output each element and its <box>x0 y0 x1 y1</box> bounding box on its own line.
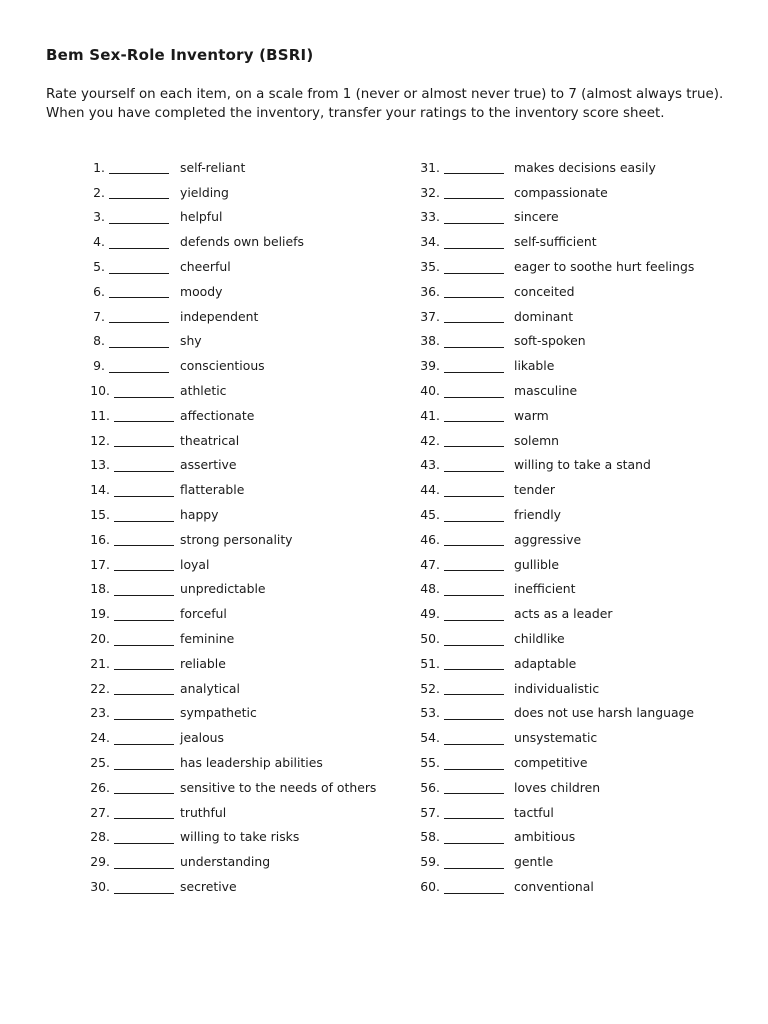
inventory-item <box>418 279 575 304</box>
item-label: reliable <box>180 655 226 671</box>
item-label: shy <box>180 333 202 349</box>
item-number: 31. <box>420 159 440 175</box>
inventory-item <box>418 378 578 403</box>
rating-blank[interactable] <box>444 781 504 794</box>
item-label: independent <box>180 308 259 324</box>
inventory-item <box>86 453 237 478</box>
rating-blank[interactable] <box>109 236 169 249</box>
rating-blank[interactable] <box>114 856 174 869</box>
item-label: tactful <box>514 804 554 820</box>
item-number: 36. <box>420 283 440 299</box>
rating-blank[interactable] <box>114 434 174 447</box>
item-label: conscientious <box>180 358 265 374</box>
rating-blank[interactable] <box>114 409 174 422</box>
item-number: 19. <box>90 606 110 622</box>
item-number: 55. <box>420 755 440 771</box>
inventory-item <box>418 229 597 254</box>
item-label: self-reliant <box>180 159 246 175</box>
rating-blank[interactable] <box>109 211 169 224</box>
inventory-item <box>86 527 293 552</box>
rating-blank[interactable] <box>114 831 174 844</box>
item-number: 32. <box>420 184 440 200</box>
item-label: adaptable <box>514 655 577 671</box>
rating-blank[interactable] <box>109 360 169 373</box>
item-number: 35. <box>420 259 440 275</box>
rating-blank[interactable] <box>114 583 174 596</box>
item-number: 1. <box>93 159 105 175</box>
item-label: masculine <box>514 383 578 399</box>
item-number: 39. <box>420 358 440 374</box>
rating-blank[interactable] <box>444 409 504 422</box>
item-number: 5. <box>93 259 105 275</box>
item-number: 52. <box>420 680 440 696</box>
item-label: feminine <box>180 631 235 647</box>
rating-blank[interactable] <box>114 732 174 745</box>
item-number: 23. <box>90 705 110 721</box>
item-label: jealous <box>180 730 224 746</box>
item-label: sympathetic <box>180 705 257 721</box>
item-number: 50. <box>420 631 440 647</box>
inventory-item <box>418 353 555 378</box>
rating-blank[interactable] <box>444 360 504 373</box>
rating-blank[interactable] <box>114 533 174 546</box>
rating-blank[interactable] <box>114 509 174 522</box>
rating-blank[interactable] <box>114 806 174 819</box>
item-number: 2. <box>93 184 105 200</box>
item-label: self-sufficient <box>514 234 597 250</box>
item-label: truthful <box>180 804 227 820</box>
rating-blank[interactable] <box>444 310 504 323</box>
rating-blank[interactable] <box>114 484 174 497</box>
rating-blank[interactable] <box>109 186 169 199</box>
item-number: 14. <box>90 482 110 498</box>
inventory-item <box>418 180 608 205</box>
inventory-item <box>86 701 257 726</box>
item-label: individualistic <box>514 680 600 696</box>
inventory-item <box>86 552 210 577</box>
rating-blank[interactable] <box>444 161 504 174</box>
item-number: 60. <box>420 879 440 894</box>
items-column-left <box>86 155 377 899</box>
item-number: 38. <box>420 333 440 349</box>
item-label: sincere <box>514 209 559 225</box>
item-label: cheerful <box>180 259 231 275</box>
item-label: gullible <box>514 556 559 572</box>
inventory-item <box>418 725 598 750</box>
inventory-item <box>418 205 559 230</box>
rating-blank[interactable] <box>444 707 504 720</box>
inventory-item <box>418 849 554 874</box>
item-label: flatterable <box>180 482 245 498</box>
inventory-item <box>418 428 560 453</box>
item-number: 17. <box>90 556 110 572</box>
rating-blank[interactable] <box>114 682 174 695</box>
item-label: compassionate <box>514 184 608 200</box>
item-label: childlike <box>514 631 565 647</box>
item-number: 24. <box>90 730 110 746</box>
inventory-item <box>86 329 202 354</box>
inventory-item <box>418 775 601 800</box>
item-label: acts as a leader <box>514 606 613 622</box>
item-number: 3. <box>93 209 105 225</box>
item-number: 44. <box>420 482 440 498</box>
items-column-right <box>418 155 695 899</box>
item-label: warm <box>514 407 549 423</box>
item-number: 27. <box>90 804 110 820</box>
item-label: aggressive <box>514 531 582 547</box>
rating-blank[interactable] <box>444 459 504 472</box>
item-number: 53. <box>420 705 440 721</box>
rating-blank[interactable] <box>444 186 504 199</box>
inventory-item <box>86 378 227 403</box>
item-number: 22. <box>90 680 110 696</box>
item-number: 28. <box>90 829 110 845</box>
item-number: 26. <box>90 779 110 795</box>
rating-blank[interactable] <box>114 657 174 670</box>
inventory-item <box>418 750 588 775</box>
inventory-item <box>418 477 555 502</box>
rating-blank[interactable] <box>114 558 174 571</box>
item-label: yielding <box>180 184 229 200</box>
inventory-item <box>86 775 377 800</box>
item-number: 12. <box>90 432 110 448</box>
item-label: athletic <box>180 383 227 399</box>
item-label: soft-spoken <box>514 333 586 349</box>
item-label: has leadership abilities <box>180 755 323 771</box>
item-number: 11. <box>90 407 110 423</box>
rating-blank[interactable] <box>114 633 174 646</box>
rating-blank[interactable] <box>444 806 504 819</box>
rating-blank[interactable] <box>444 757 504 770</box>
item-label: happy <box>180 507 219 523</box>
item-number: 29. <box>90 854 110 870</box>
item-number: 20. <box>90 631 110 647</box>
inventory-item <box>86 874 237 899</box>
instructions-text: Rate yourself on each item, on a scale from 1 (never or almost never true) to 7 (almost always true). When you have completed the inventory, transfer your ratings to the inventory score sheet. <box>46 87 724 121</box>
inventory-item <box>418 453 651 478</box>
item-label: likable <box>514 358 555 374</box>
rating-blank[interactable] <box>444 608 504 621</box>
item-label: sensitive to the needs of others <box>180 779 377 795</box>
item-number: 45. <box>420 507 440 523</box>
inventory-item <box>86 676 240 701</box>
inventory-item <box>418 651 577 676</box>
rating-blank[interactable] <box>444 285 504 298</box>
item-number: 59. <box>420 854 440 870</box>
inventory-item <box>418 676 600 701</box>
item-label: assertive <box>180 457 237 473</box>
item-label: moody <box>180 283 223 299</box>
rating-blank[interactable] <box>114 881 174 894</box>
rating-blank[interactable] <box>114 707 174 720</box>
rating-blank[interactable] <box>444 236 504 249</box>
inventory-item <box>418 502 562 527</box>
item-label: understanding <box>180 854 271 870</box>
document-title: Bem Sex-Role Inventory (BSRI) <box>46 46 314 64</box>
item-number: 9. <box>93 358 105 374</box>
item-label: dominant <box>514 308 574 324</box>
item-label: helpful <box>180 209 223 225</box>
inventory-item <box>418 577 576 602</box>
inventory-item <box>418 329 586 354</box>
inventory-item <box>86 750 323 775</box>
item-label: eager to soothe hurt feelings <box>514 259 695 275</box>
rating-blank[interactable] <box>444 261 504 274</box>
inventory-item <box>86 229 304 254</box>
inventory-item <box>418 552 559 577</box>
rating-blank[interactable] <box>109 335 169 348</box>
rating-blank[interactable] <box>444 434 504 447</box>
inventory-item <box>418 527 582 552</box>
item-number: 43. <box>420 457 440 473</box>
rating-blank[interactable] <box>444 533 504 546</box>
item-label: competitive <box>514 755 588 771</box>
rating-blank[interactable] <box>114 459 174 472</box>
inventory-item <box>86 428 240 453</box>
inventory-item <box>418 626 565 651</box>
item-number: 41. <box>420 407 440 423</box>
rating-blank[interactable] <box>114 781 174 794</box>
item-label: forceful <box>180 606 227 622</box>
item-number: 54. <box>420 730 440 746</box>
item-label: unsystematic <box>514 730 598 746</box>
item-number: 6. <box>93 283 105 299</box>
item-label: secretive <box>180 879 237 894</box>
item-label: makes decisions easily <box>514 159 656 175</box>
inventory-item <box>86 577 266 602</box>
item-number: 8. <box>93 333 105 349</box>
item-number: 46. <box>420 531 440 547</box>
item-label: inefficient <box>514 581 576 597</box>
inventory-item <box>86 477 245 502</box>
item-label: loyal <box>180 556 210 572</box>
rating-blank[interactable] <box>109 285 169 298</box>
item-number: 18. <box>90 581 110 597</box>
item-number: 57. <box>420 804 440 820</box>
item-label: willing to take risks <box>180 829 300 845</box>
rating-blank[interactable] <box>444 583 504 596</box>
item-number: 56. <box>420 779 440 795</box>
rating-blank[interactable] <box>114 385 174 398</box>
inventory-item <box>418 701 695 726</box>
rating-blank[interactable] <box>444 385 504 398</box>
item-number: 4. <box>93 234 105 250</box>
inventory-item <box>86 403 255 428</box>
inventory-item <box>418 825 576 850</box>
item-label: friendly <box>514 507 562 523</box>
inventory-item <box>418 403 549 428</box>
inventory-item <box>86 180 229 205</box>
inventory-item <box>86 849 271 874</box>
item-number: 58. <box>420 829 440 845</box>
item-number: 15. <box>90 507 110 523</box>
inventory-item <box>418 254 695 279</box>
rating-blank[interactable] <box>109 310 169 323</box>
item-label: loves children <box>514 779 601 795</box>
rating-blank[interactable] <box>444 211 504 224</box>
inventory-item <box>86 353 265 378</box>
item-label: ambitious <box>514 829 576 845</box>
inventory-item <box>86 626 235 651</box>
item-label: tender <box>514 482 555 498</box>
item-label: strong personality <box>180 531 293 547</box>
item-number: 16. <box>90 531 110 547</box>
item-number: 49. <box>420 606 440 622</box>
inventory-item <box>86 601 227 626</box>
inventory-item <box>418 800 554 825</box>
rating-blank[interactable] <box>444 831 504 844</box>
inventory-item <box>86 254 231 279</box>
item-label: defends own beliefs <box>180 234 304 250</box>
item-number: 30. <box>90 879 110 894</box>
item-label: gentle <box>514 854 554 870</box>
item-label: conceited <box>514 283 575 299</box>
rating-blank[interactable] <box>444 484 504 497</box>
item-label: analytical <box>180 680 240 696</box>
inventory-item <box>86 155 246 180</box>
inventory-item <box>86 800 227 825</box>
inventory-item <box>418 601 613 626</box>
rating-blank[interactable] <box>444 509 504 522</box>
item-label: conventional <box>514 879 594 894</box>
item-label: willing to take a stand <box>514 457 651 473</box>
rating-blank[interactable] <box>444 881 504 894</box>
rating-blank[interactable] <box>109 161 169 174</box>
inventory-item <box>418 874 594 899</box>
item-number: 40. <box>420 383 440 399</box>
rating-blank[interactable] <box>444 682 504 695</box>
inventory-item <box>86 651 226 676</box>
inventory-item <box>86 725 224 750</box>
item-label: theatrical <box>180 432 240 448</box>
inventory-item <box>86 502 219 527</box>
item-label: does not use harsh language <box>514 705 695 721</box>
rating-blank[interactable] <box>444 558 504 571</box>
rating-blank[interactable] <box>444 732 504 745</box>
item-number: 10. <box>90 383 110 399</box>
rating-blank[interactable] <box>444 633 504 646</box>
rating-blank[interactable] <box>444 335 504 348</box>
item-number: 34. <box>420 234 440 250</box>
item-label: affectionate <box>180 407 255 423</box>
inventory-item <box>86 825 300 850</box>
item-label: solemn <box>514 432 560 448</box>
inventory-item <box>418 155 656 180</box>
inventory-item <box>418 304 574 329</box>
item-number: 21. <box>90 655 110 671</box>
item-number: 51. <box>420 655 440 671</box>
rating-blank[interactable] <box>444 657 504 670</box>
item-number: 42. <box>420 432 440 448</box>
item-number: 37. <box>420 308 440 324</box>
item-number: 25. <box>90 755 110 771</box>
rating-blank[interactable] <box>444 856 504 869</box>
item-number: 13. <box>90 457 110 473</box>
inventory-item <box>86 304 259 329</box>
inventory-item <box>86 205 223 230</box>
item-number: 47. <box>420 556 440 572</box>
rating-blank[interactable] <box>109 261 169 274</box>
item-label: unpredictable <box>180 581 266 597</box>
rating-blank[interactable] <box>114 757 174 770</box>
rating-blank[interactable] <box>114 608 174 621</box>
item-number: 7. <box>93 308 105 324</box>
inventory-item <box>86 279 223 304</box>
item-number: 33. <box>420 209 440 225</box>
item-number: 48. <box>420 581 440 597</box>
